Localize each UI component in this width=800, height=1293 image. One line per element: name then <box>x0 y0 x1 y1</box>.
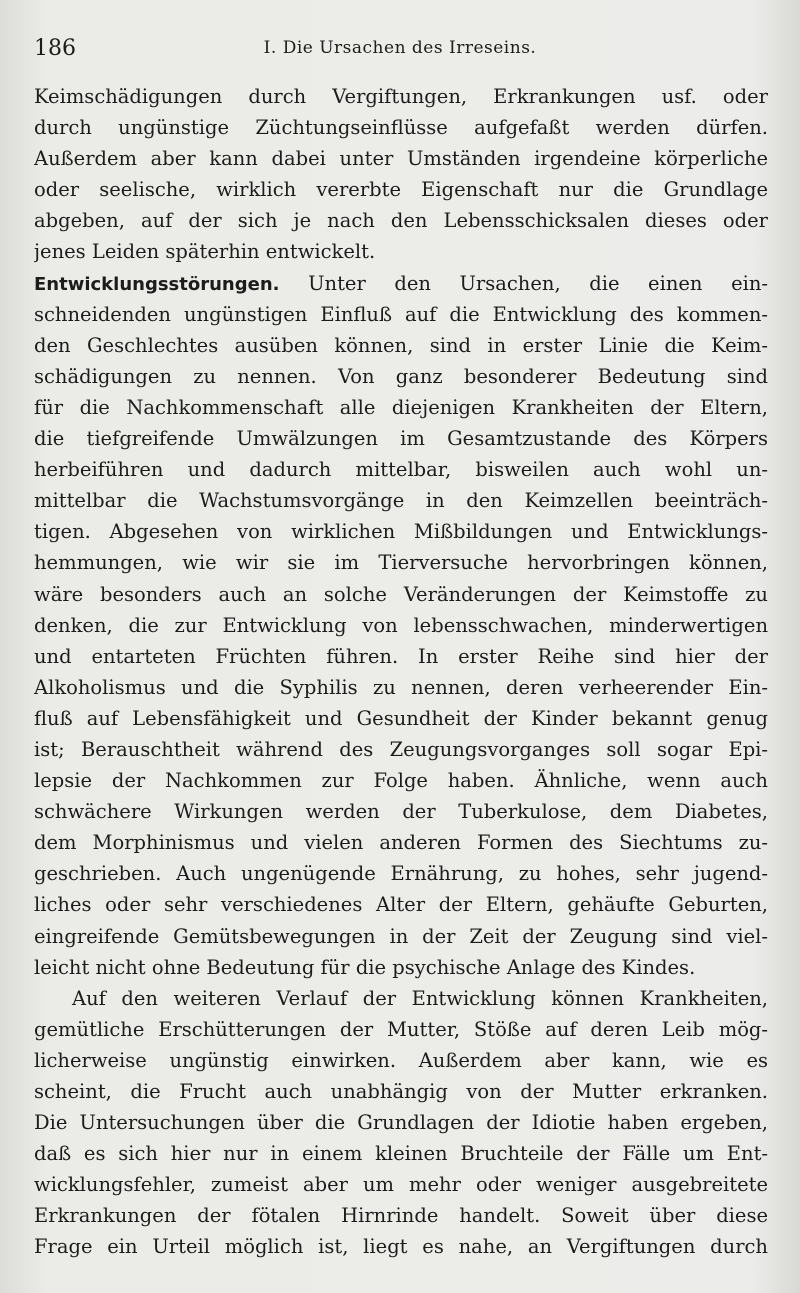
running-head: I. Die Ursachen des Irreseins. <box>263 38 537 58</box>
text-line: schneidenden ungünstigen Einfluß auf die Entwicklung des kommen- <box>34 302 768 326</box>
text-line: hemmungen, wie wir sie im Tierversuche hervorbringen können, <box>34 551 768 575</box>
text-line: daß es sich hier nur in einem kleinen Bruchteile der Fälle um Ent- <box>34 1142 768 1166</box>
text-line: Erkrankungen der fötalen Hirnrinde handelt. Soweit über diese <box>34 1204 768 1228</box>
text-fragment: Unter den Ursachen, die einen ein- <box>308 271 768 295</box>
text-line: gemütliche Erschütterungen der Mutter, Stöße auf deren Leib mög- <box>34 1017 768 1041</box>
text-line: denken, die zur Entwicklung von lebensschwachen, minderwertigen <box>34 613 768 637</box>
body-text <box>34 81 768 1263</box>
text-line: fluß auf Lebensfähigkeit und Gesundheit der Kinder bekannt genug <box>34 706 768 730</box>
text-line: leicht nicht ohne Bedeutung für die psychische Anlage des Kindes. <box>34 955 696 979</box>
text-line: Frage ein Urteil möglich ist, liegt es nahe, an Vergiftungen durch <box>34 1235 768 1259</box>
text-line: Auf den weiteren Verlauf der Entwicklung können Krankheiten, <box>72 986 768 1010</box>
text-line: für die Nachkommenschaft alle diejenigen Krankheiten der Eltern, <box>34 395 768 419</box>
text-line: Alkoholismus und die Syphilis zu nennen, deren verheerender Ein- <box>34 675 768 699</box>
text-line: oder seelische, wirklich vererbte Eigenschaft nur die Grundlage <box>34 178 768 202</box>
text-line: abgeben, auf der sich je nach den Lebensschicksalen dieses oder <box>34 209 768 233</box>
text-line: die tiefgreifende Umwälzungen im Gesamtzustande des Körpers <box>34 427 768 451</box>
section-heading: Entwicklungsstörungen. <box>34 273 280 295</box>
text-line: dem Morphinismus und vielen anderen Formen des Siechtums zu- <box>34 831 768 855</box>
text-line: Keimschädigungen durch Vergiftungen, Erkrankungen usf. oder <box>34 85 768 108</box>
text-line: Die Untersuchungen über die Grundlagen der Idiotie haben ergeben, <box>34 1111 768 1135</box>
page-number: 186 <box>34 36 76 61</box>
text-line: scheint, die Frucht auch unabhängig von der Mutter erkranken. <box>34 1080 768 1103</box>
text-line: mittelbar die Wachstumsvorgänge in den Keimzellen beeinträch- <box>34 489 768 513</box>
page-header <box>0 36 800 64</box>
text-line: jenes Leiden späterhin entwickelt. <box>34 240 376 264</box>
text-line: liches oder sehr verschiedenes Alter der Eltern, gehäufte Geburten, <box>34 893 768 917</box>
text-line: Außerdem aber kann dabei unter Umständen irgendeine körperliche <box>34 147 768 171</box>
text-line: ist; Berauschtheit während des Zeugungsvorganges soll sogar Epi- <box>34 737 768 761</box>
text-line: durch ungünstige Züchtungseinflüsse aufgefaßt werden dürfen. <box>34 116 768 140</box>
text-line: tigen. Abgesehen von wirklichen Mißbildungen und Entwicklungs- <box>34 520 768 544</box>
text-line: und entarteten Früchten führen. In erster Reihe sind hier der <box>34 644 768 668</box>
text-line: licherweise ungünstig einwirken. Außerdem aber kann, wie es <box>34 1048 768 1072</box>
text-line: eingreifende Gemütsbewegungen in der Zeit der Zeugung sind viel- <box>34 924 768 948</box>
text-line: wäre besonders auch an solche Veränderungen der Keimstoffe zu <box>34 582 768 606</box>
text-line: herbeiführen und dadurch mittelbar, bisweilen auch wohl un- <box>34 458 768 482</box>
text-line: geschrieben. Auch ungenügende Ernährung, zu hohes, sehr jugend- <box>34 862 768 886</box>
text-line: den Geschlechtes ausüben können, sind in erster Linie die Keim- <box>34 333 768 357</box>
text-line: schädigungen zu nennen. Von ganz besonderer Bedeutung sind <box>34 364 768 388</box>
text-line: lepsie der Nachkommen zur Folge haben. Ähnliche, wenn auch <box>34 769 768 793</box>
text-line: wicklungsfehler, zumeist aber um mehr oder weniger ausgebreitete <box>34 1173 768 1197</box>
section-first-line <box>34 268 768 299</box>
text-line: schwächere Wirkungen werden der Tuberkulose, dem Diabetes, <box>34 800 768 824</box>
